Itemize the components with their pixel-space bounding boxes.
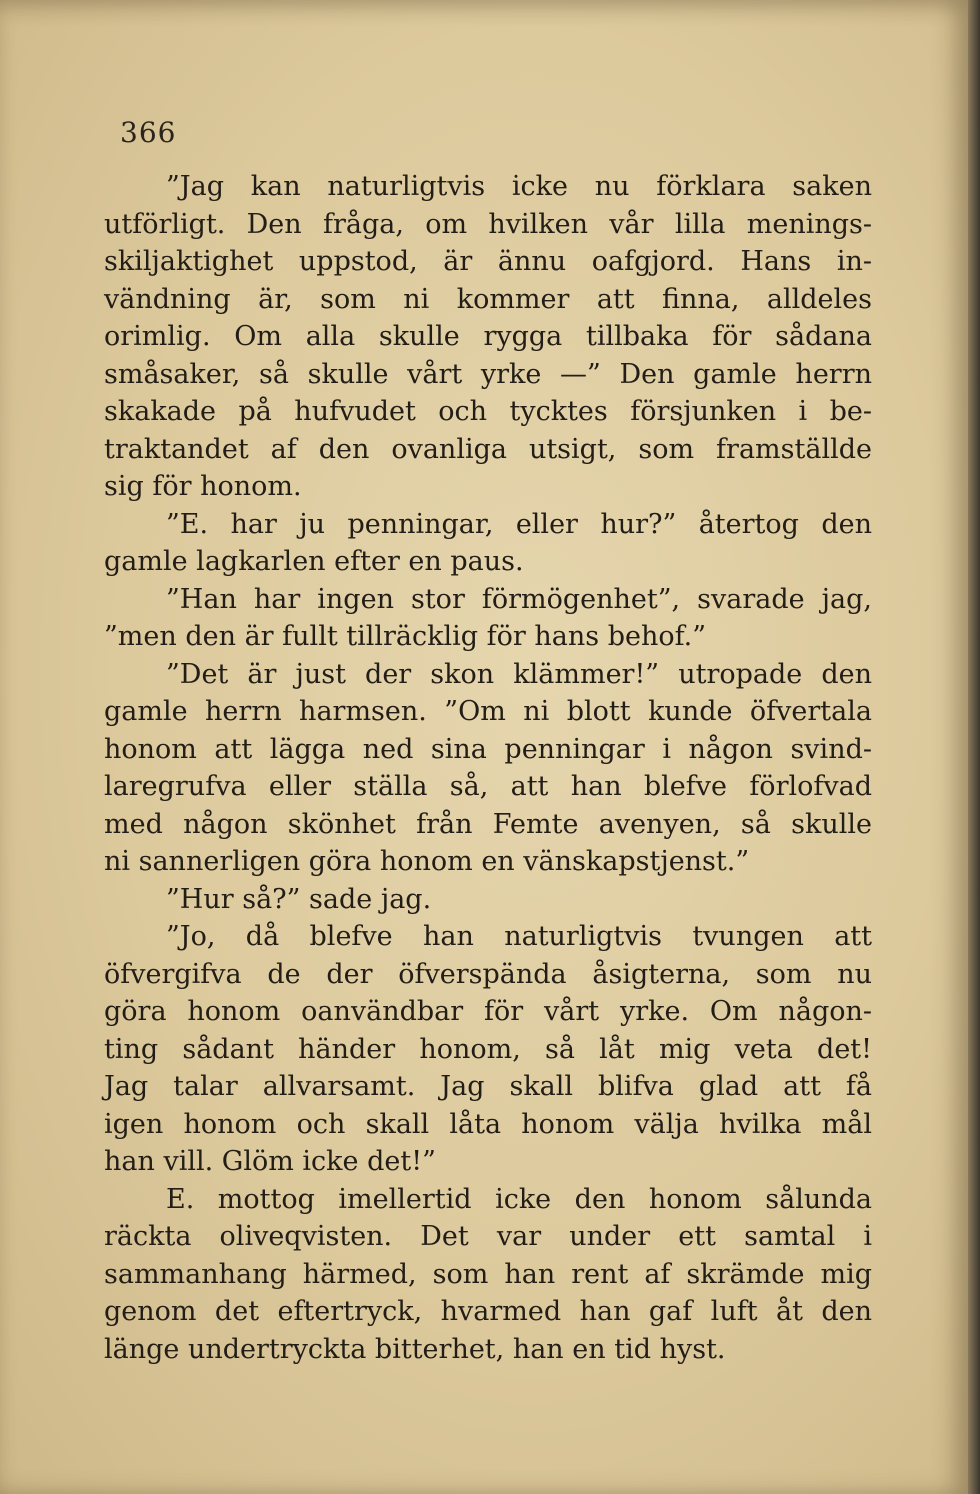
text-line: igen honom och skall låta honom välja hvilka mål: [104, 1108, 872, 1140]
text-line: orimlig. Om alla skulle rygga tillbaka för sådana: [104, 321, 872, 352]
text-line: småsaker, så skulle vårt yrke —” Den gamle herrn: [104, 358, 872, 390]
text-line: ni sannerligen göra honom en vänskapstjenst.”: [104, 846, 750, 877]
text-line: göra honom oanvändbar för vårt yrke. Om någon-: [104, 996, 872, 1027]
text-line: Jag talar allvarsamt. Jag skall blifva glad att få: [104, 1071, 872, 1102]
text-line: ”Hur så?” sade jag.: [166, 883, 432, 915]
text-line: ”Han har ingen stor förmögenhet”, svarade jag,: [166, 583, 872, 615]
text-line: sig för honom.: [104, 471, 302, 502]
page-number: 366: [120, 116, 177, 149]
text-line: E. mottog imellertid icke den honom sålunda: [166, 1183, 872, 1215]
text-line: utförligt. Den fråga, om hvilken vår lilla menings-: [104, 208, 872, 240]
text-line: länge undertryckta bitterhet, han en tid hyst.: [104, 1333, 726, 1365]
text-line: skiljaktighet uppstod, är ännu oafgjord. Hans in-: [104, 246, 872, 277]
text-line: räckta oliveqvisten. Det var under ett samtal i: [104, 1221, 872, 1252]
text-line: gamle lagkarlen efter en paus.: [104, 546, 524, 577]
text-line: ”men den är fullt tillräcklig för hans behof.”: [104, 621, 707, 652]
text-line: vändning är, som ni kommer att finna, alldeles: [104, 283, 872, 315]
book-spine-edge: [968, 0, 980, 1494]
text-line: laregrufva eller ställa så, att han blefve förlofvad: [104, 771, 872, 802]
text-line: öfvergifva de der öfverspända åsigterna, som nu: [104, 958, 872, 990]
text-line: ”E. har ju penningar, eller hur?” återtog den: [166, 508, 872, 540]
text-line: ”Det är just der skon klämmer!” utropade den: [166, 658, 872, 690]
text-line: skakade på hufvudet och tycktes försjunken i be-: [104, 396, 872, 427]
text-line: gamle herrn harmsen. ”Om ni blott kunde öfvertala: [104, 696, 872, 727]
text-line: han vill. Glöm icke det!”: [104, 1146, 436, 1177]
text-line: traktandet af den ovanliga utsigt, som framställde: [104, 433, 872, 465]
text-line: sammanhang härmed, som han rent af skrämde mig: [104, 1258, 872, 1290]
text-line: ”Jag kan naturligtvis icke nu förklara saken: [166, 171, 872, 202]
text-line: genom det eftertryck, hvarmed han gaf luft åt den: [104, 1296, 872, 1327]
text-line: honom att lägga ned sina penningar i någon svind-: [104, 733, 872, 765]
text-line: ting sådant händer honom, så låt mig veta det!: [104, 1033, 872, 1065]
text-line: ”Jo, då blefve han naturligtvis tvungen att: [166, 921, 872, 952]
body-text: [104, 168, 872, 1368]
text-line: med någon skönhet från Femte avenyen, så skulle: [104, 808, 872, 840]
